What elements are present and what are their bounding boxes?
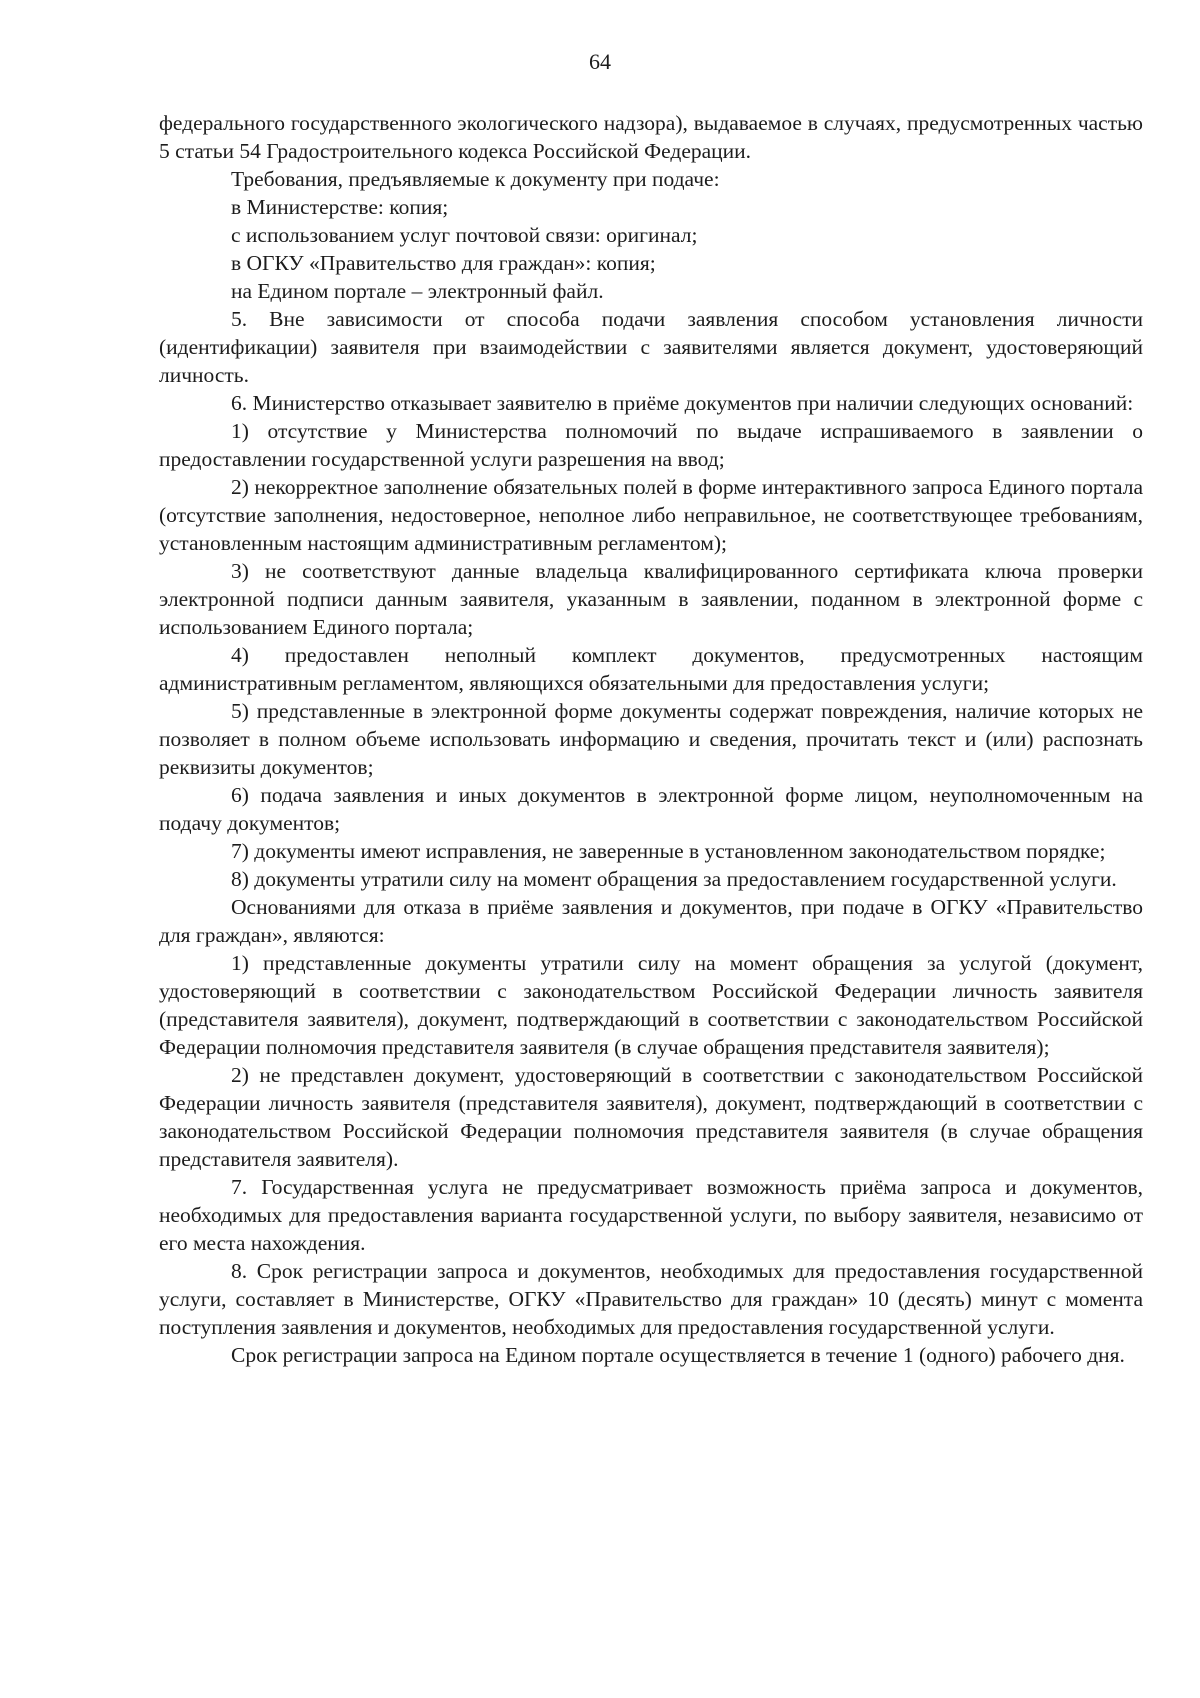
paragraph-item-7: 7. Государственная услуга не предусматривает возможность приёма запроса и документов, необходимых для предоставления варианта государственной услуги, по выбору заявителя, независимо от его места нахождения. <box>159 1175 1143 1255</box>
paragraph-ogku-ground-2: 2) не представлен документ, удостоверяющий в соответствии с законодательством Российской Федерации личность заявителя (представителя заявителя), документ, подтверждающий в соответствии с законодательством Российской Федерации полномочия представителя заявителя (в случае обращения представителя заявителя). <box>159 1063 1143 1171</box>
paragraph-refusal-1: 1) отсутствие у Министерства полномочий по выдаче испрашиваемого в заявлении о предоставлении государственной услуги разрешения на ввод; <box>159 419 1143 471</box>
paragraph-ogku-ground-1: 1) представленные документы утратили силу на момент обращения за услугой (документ, удостоверяющий в соответствии с законодательством Российской Федерации личность заявителя (представителя заявителя), документ, подтверждающий в соответствии с законодательством Российской Федерации полномочия представителя заявителя (в случае обращения представителя заявителя); <box>159 951 1143 1059</box>
paragraph-requirement-ministry: в Министерстве: копия; <box>231 195 449 219</box>
paragraph-refusal-6: 6) подача заявления и иных документов в электронной форме лицом, неуполномоченным на подачу документов; <box>159 783 1143 835</box>
paragraph-portal-registration: Срок регистрации запроса на Едином портале осуществляется в течение 1 (одного) рабочего дня. <box>231 1343 1125 1367</box>
document-body <box>159 109 1143 1369</box>
paragraph-refusal-2: 2) некорректное заполнение обязательных полей в форме интерактивного запроса Единого портала (отсутствие заполнения, недостоверное, неполное либо неправильное, не соответствующее требованиям, установленным настоящим административным регламентом); <box>159 475 1143 555</box>
paragraph-item-5: 5. Вне зависимости от способа подачи заявления способом установления личности (идентификации) заявителя при взаимодействии с заявителями является документ, удостоверяющий личность. <box>159 307 1143 387</box>
paragraph-refusal-8: 8) документы утратили силу на момент обращения за предоставлением государственной услуги. <box>231 867 1117 891</box>
paragraph-requirement-post: с использованием услуг почтовой связи: оригинал; <box>231 223 698 247</box>
paragraph-refusal-3: 3) не соответствуют данные владельца квалифицированного сертификата ключа проверки электронной подписи данным заявителя, указанным в заявлении, поданном в электронной форме с использованием Единого портала; <box>159 559 1143 639</box>
paragraph-ogku-grounds: Основаниями для отказа в приёме заявления и документов, при подаче в ОГКУ «Правительство для граждан», являются: <box>159 895 1143 947</box>
paragraph-requirements: Требования, предъявляемые к документу при подаче: <box>231 167 720 191</box>
paragraph-requirement-portal: на Едином портале – электронный файл. <box>231 279 604 303</box>
paragraph-continuation: федерального государственного экологического надзора), выдаваемое в случаях, предусмотренных частью 5 статьи 54 Градостроительного кодекса Российской Федерации. <box>159 111 1143 163</box>
paragraph-requirement-ogku: в ОГКУ «Правительство для граждан»: копия; <box>231 251 656 275</box>
paragraph-refusal-5: 5) представленные в электронной форме документы содержат повреждения, наличие которых не позволяет в полном объеме использовать информацию и сведения, прочитать текст и (или) распознать реквизиты документов; <box>159 699 1143 779</box>
paragraph-item-6: 6. Министерство отказывает заявителю в приёме документов при наличии следующих оснований: <box>231 391 1134 415</box>
paragraph-refusal-7: 7) документы имеют исправления, не заверенные в установленном законодательством порядке; <box>231 839 1106 863</box>
paragraph-refusal-4: 4) предоставлен неполный комплект документов, предусмотренных настоящим административным регламентом, являющихся обязательными для предоставления услуги; <box>159 643 1143 695</box>
paragraph-item-8: 8. Срок регистрации запроса и документов, необходимых для предоставления государственной услуги, составляет в Министерстве, ОГКУ «Правительство для граждан» 10 (десять) минут с момента поступления заявления и документов, необходимых для предоставления государственной услуги. <box>159 1259 1143 1339</box>
page-number: 64 <box>589 49 611 74</box>
